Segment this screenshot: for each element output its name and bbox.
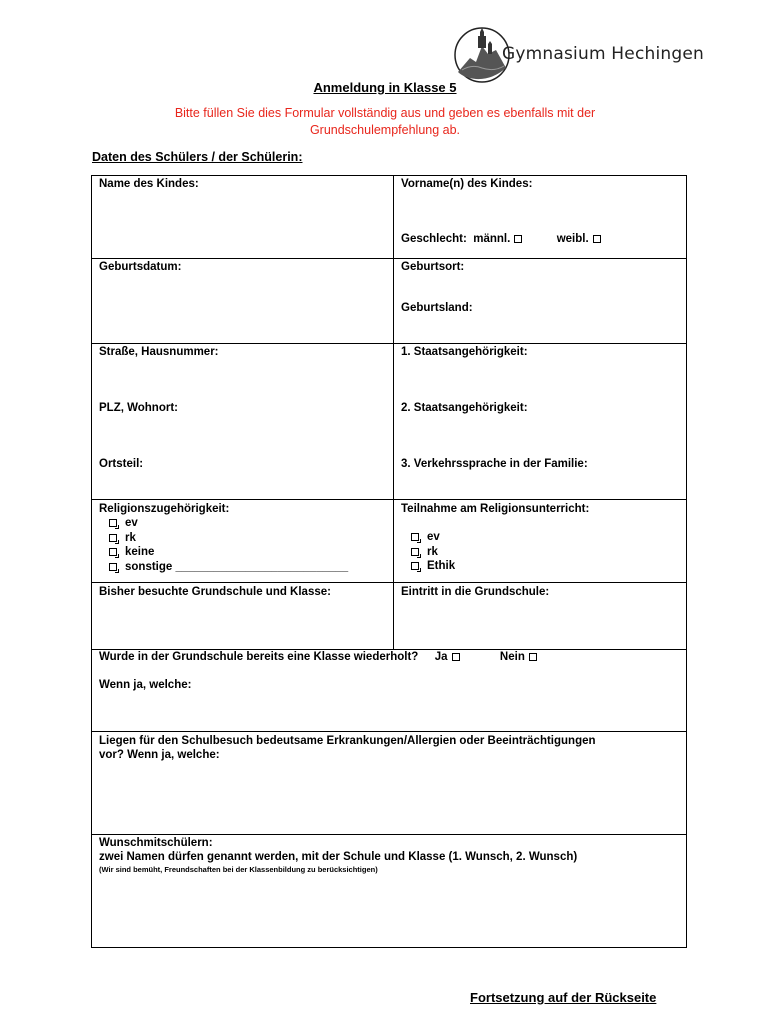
checkbox-icon[interactable] [411,533,419,541]
gender-label: Geschlecht: [401,233,467,245]
female-checkbox[interactable] [593,235,601,243]
yes-checkbox[interactable] [452,653,460,661]
staatsangehoerigkeit-1-field[interactable]: 1. Staatsangehörigkeit: [401,346,528,358]
row-divider [91,258,687,259]
ortsteil-field[interactable]: Ortsteil: [99,458,144,470]
unterricht-option[interactable]: ev [411,530,455,545]
form-title: Anmeldung in Klasse 5 [313,80,457,95]
continue-on-back-note: Fortsetzung auf der Rückseite [470,990,657,1005]
row-divider [91,731,687,732]
erkrankungen-field[interactable]: Liegen für den Schulbesuch bedeutsame Erkrankungen/Allergien oder Beeinträchtigungen vor? Wenn ja, welche: [99,735,596,761]
vorname-field[interactable]: Vorname(n) des Kindes: [401,178,533,190]
form-instructions: Bitte füllen Sie dies Formular vollständig aus und geben es ebenfalls mit der Grundschulempfehlung ab. [174,106,596,137]
unterricht-option[interactable]: rk [411,545,455,560]
wunsch-input-area[interactable] [99,880,679,940]
wunsch-title: Wunschmitschülern: [99,837,213,849]
gender-row [401,233,601,245]
grundschule-field[interactable]: Bisher besuchte Grundschule und Klasse: [99,586,331,598]
religion-option[interactable]: sonstige ___________________________ [109,560,348,575]
religion-option[interactable]: keine [109,545,348,560]
staatsangehoerigkeit-2-field[interactable]: 2. Staatsangehörigkeit: [401,402,528,414]
checkbox-icon[interactable] [109,519,117,527]
repeat-which-field[interactable]: Wenn ja, welche: [99,679,192,691]
yes-label: Ja [434,651,448,663]
section-title: Daten des Schülers / der Schülerin: [92,150,303,164]
wunsch-note: (Wir sind bemüht, Freundschaften bei der Klassenbildung zu berücksichtigen) [99,865,378,874]
geburtsdatum-field[interactable]: Geburtsdatum: [99,261,182,273]
unterricht-option[interactable]: Ethik [411,559,455,574]
school-name: Gymnasium Hechingen [502,44,704,64]
wunsch-instructions: zwei Namen dürfen genannt werden, mit der Schule und Klasse (1. Wunsch, 2. Wunsch) [99,851,578,863]
checkbox-icon[interactable] [109,534,117,542]
male-checkbox[interactable] [514,235,522,243]
row-divider [91,649,687,650]
repeat-question [99,651,537,663]
plz-wohnort-field[interactable]: PLZ, Wohnort: [99,402,178,414]
religion-label: Religionszugehörigkeit: [99,503,230,515]
strasse-field[interactable]: Straße, Hausnummer: [99,346,219,358]
row-divider [91,343,687,344]
verkehrssprache-field[interactable]: 3. Verkehrssprache in der Familie: [401,458,588,470]
checkbox-icon[interactable] [109,548,117,556]
religion-options [109,516,348,574]
row-divider [91,499,687,500]
eintritt-field[interactable]: Eintritt in die Grundschule: [401,586,550,598]
male-label: männl. [473,233,511,245]
religion-option[interactable]: ev [109,516,348,531]
female-label: weibl. [556,233,589,245]
column-divider [393,175,394,649]
school-logo [452,24,704,86]
geburtsort-field[interactable]: Geburtsort: [401,261,465,273]
checkbox-icon[interactable] [411,562,419,570]
unterricht-options [411,530,455,574]
checkbox-icon[interactable] [109,563,117,571]
geburtsland-field[interactable]: Geburtsland: [401,302,473,314]
name-field[interactable]: Name des Kindes: [99,178,199,190]
repeat-label: Wurde in der Grundschule bereits eine Klasse wiederholt? [99,651,419,663]
no-checkbox[interactable] [529,653,537,661]
no-label: Nein [499,651,525,663]
religion-option[interactable]: rk [109,531,348,546]
row-divider [91,834,687,835]
checkbox-icon[interactable] [411,548,419,556]
religionsunterricht-label: Teilnahme am Religionsunterricht: [401,503,590,515]
row-divider [91,582,687,583]
